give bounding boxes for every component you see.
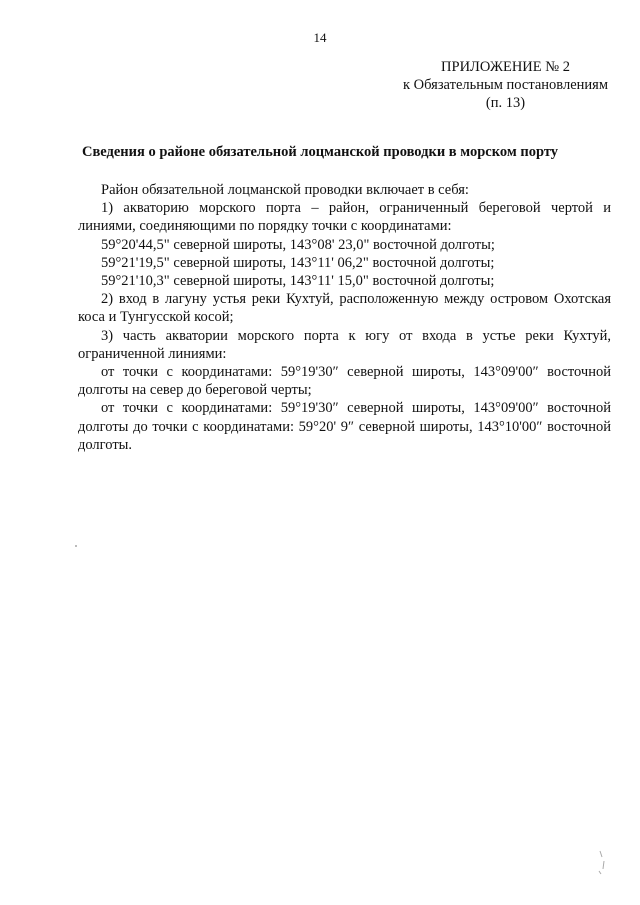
paragraph-boundary-1: от точки с координатами: 59°19'30″ северной широты, 143°09'00″ восточной долготы на север до береговой черты; — [78, 364, 611, 399]
paragraph-intro: Район обязательной лоцманской проводки включает в себя: — [101, 182, 469, 198]
scan-mark-icon — [596, 847, 610, 877]
coordinate-line: 59°21'10,3" северной широты, 143°11' 15,0" восточной долготы; — [101, 273, 495, 290]
coordinate-line: 59°20'44,5" северной широты, 143°08' 23,0" восточной долготы; — [101, 236, 495, 253]
appendix-title: ПРИЛОЖЕНИЕ № 2 — [441, 59, 570, 75]
page-number: 14 — [313, 30, 327, 45]
document-title: Сведения о районе обязательной лоцманской проводки в морском порту — [81, 144, 558, 160]
paragraph-item-3: 3) часть акватории морского порта к югу от входа в устье реки Кухтуй, ограниченной линиями: — [78, 327, 611, 362]
paragraph-boundary-2: от точки с координатами: 59°19'30″ северной широты, 143°09'00″ восточной долготы до точки с координатами: 59°20' 9″ северной широты, 143°10'00″ восточной долготы. — [78, 400, 611, 453]
appendix-header — [403, 58, 608, 112]
appendix-clause: (п. 13) — [485, 95, 526, 111]
appendix-subtitle: к Обязательным постановлениям — [403, 77, 608, 93]
paragraph-item-2: 2) вход в лагуну устья реки Кухтуй, расположенную между островом Охотская коса и Тунгусской косой; — [78, 291, 611, 326]
scan-speck — [75, 545, 77, 547]
document-body — [78, 181, 611, 454]
paragraph-item-1: 1) акваторию морского порта – район, ограниченный береговой чертой и линиями, соединяющими по порядку точки с координатами: — [78, 200, 611, 235]
coordinate-line: 59°21'19,5" северной широты, 143°11' 06,2" восточной долготы; — [101, 254, 495, 271]
